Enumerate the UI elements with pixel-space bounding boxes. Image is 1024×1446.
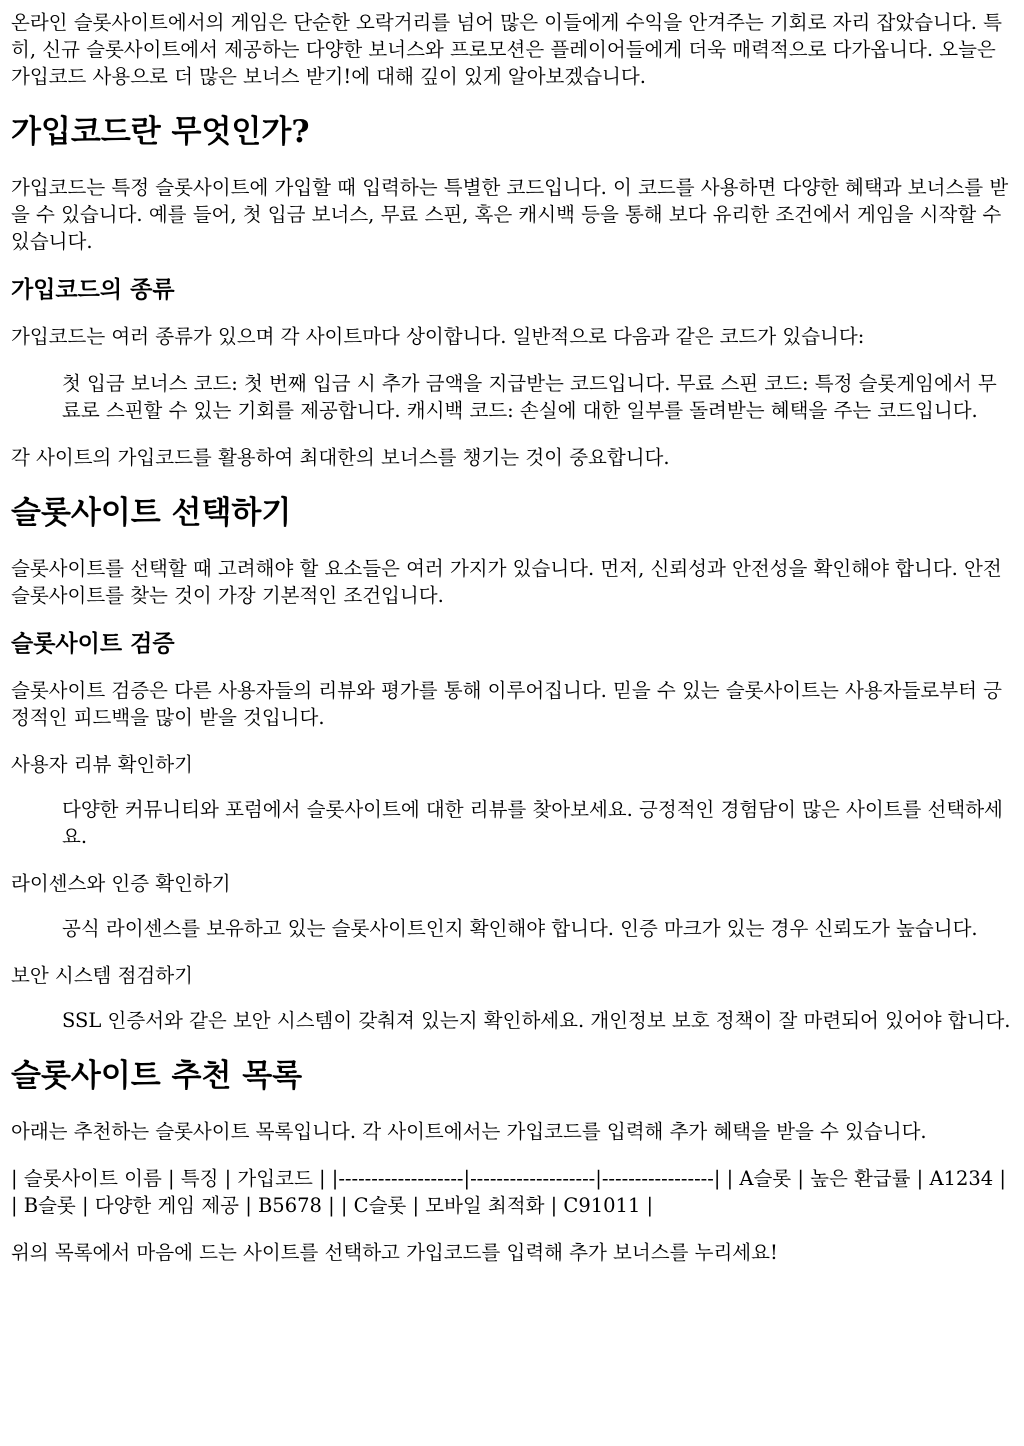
item-title-license: 라이센스와 인증 확인하기 — [11, 872, 231, 895]
signup-code-paragraph: 가입코드는 특정 슬롯사이트에 가입할 때 입력하는 특별한 코드입니다. 이 코드를 사용하면 다양한 혜택과 보너스를 받을 수 있습니다. 예를 들어, 첫 입금 보너스, 무료 스핀, 혹은 캐시백 등을 통해 보다 유리한 조건에서 게임을 시작할 수 있습니다. — [11, 176, 1009, 253]
heading-recommended-list: 슬롯사이트 추천 목록 — [11, 1058, 303, 1094]
heading-choose-slot-site: 슬롯사이트 선택하기 — [11, 495, 292, 531]
heading-question-mark: ? — [291, 114, 310, 150]
heading-signup-code-types: 가입코드의 종류 — [11, 277, 175, 303]
item-title-security: 보안 시스템 점검하기 — [11, 964, 193, 987]
item-quote-user-reviews: 다양한 커뮤니티와 포럼에서 슬롯사이트에 대한 리뷰를 찾아보세요. 긍정적인 경험담이 많은 사이트를 선택하세요. — [62, 798, 1003, 848]
signup-code-types-paragraph: 가입코드는 여러 종류가 있으며 각 사이트마다 상이합니다. 일반적으로 다음과 같은 코드가 있습니다: — [11, 325, 865, 348]
item-quote-license: 공식 라이센스를 보유하고 있는 슬롯사이트인지 확인해야 합니다. 인증 마크가 있는 경우 신뢰도가 높습니다. — [62, 917, 978, 940]
recommended-table-text: | 슬롯사이트 이름 | 특징 | 가입코드 | |-------------------|-------------------|-----------------| | A슬롯 | 높은 환급률 | A1234 | | B슬롯 | 다양한 게임 제공 | B5678 | | C슬롯 | 모바일 최적화 | C91011 | — [11, 1167, 1006, 1217]
item-quote-security: SSL 인증서와 같은 보안 시스템이 갖춰져 있는지 확인하세요. 개인정보 보호 정책이 잘 마련되어 있어야 합니다. — [62, 1009, 1011, 1032]
verification-paragraph: 슬롯사이트 검증은 다른 사용자들의 리뷰와 평가를 통해 이루어집니다. 믿을 수 있는 슬롯사이트는 사용자들로부터 긍정적인 피드백을 많이 받을 것입니다. — [11, 679, 1002, 729]
signup-code-closing-paragraph: 각 사이트의 가입코드를 활용하여 최대한의 보너스를 챙기는 것이 중요합니다. — [11, 446, 670, 469]
item-title-user-reviews: 사용자 리뷰 확인하기 — [11, 753, 193, 776]
closing-paragraph: 위의 목록에서 마음에 드는 사이트를 선택하고 가입코드를 입력해 추가 보너스를 누리세요! — [11, 1241, 778, 1264]
heading-what-is-signup-code — [11, 112, 1012, 152]
signup-code-types-quote: 첫 입금 보너스 코드: 첫 번째 입금 시 추가 금액을 지급받는 코드입니다. 무료 스핀 코드: 특정 슬롯게임에서 무료로 스핀할 수 있는 기회를 제공합니다. 캐시백 코드: 손실에 대한 일부를 돌려받는 혜택을 주는 코드입니다. — [62, 372, 997, 422]
heading-text: 가입코드란 무엇인가 — [11, 114, 292, 150]
recommended-list-paragraph: 아래는 추천하는 슬롯사이트 목록입니다. 각 사이트에서는 가입코드를 입력해 추가 혜택을 받을 수 있습니다. — [11, 1120, 927, 1143]
choose-slot-site-paragraph: 슬롯사이트를 선택할 때 고려해야 할 요소들은 여러 가지가 있습니다. 먼저, 신뢰성과 안전성을 확인해야 합니다. 안전 슬롯사이트를 찾는 것이 가장 기본적인 조건입니다. — [11, 557, 1002, 607]
intro-paragraph: 온라인 슬롯사이트에서의 게임은 단순한 오락거리를 넘어 많은 이들에게 수익을 안겨주는 기회로 자리 잡았습니다. 특히, 신규 슬롯사이트에서 제공하는 다양한 보너스와 프로모션은 플레이어들에게 더욱 매력적으로 다가옵니다. 오늘은 가입코드 사용으로 더 많은 보너스 받기!에 대해 깊이 있게 알아보겠습니다. — [11, 11, 1002, 88]
heading-slot-site-verification: 슬롯사이트 검증 — [11, 631, 175, 657]
